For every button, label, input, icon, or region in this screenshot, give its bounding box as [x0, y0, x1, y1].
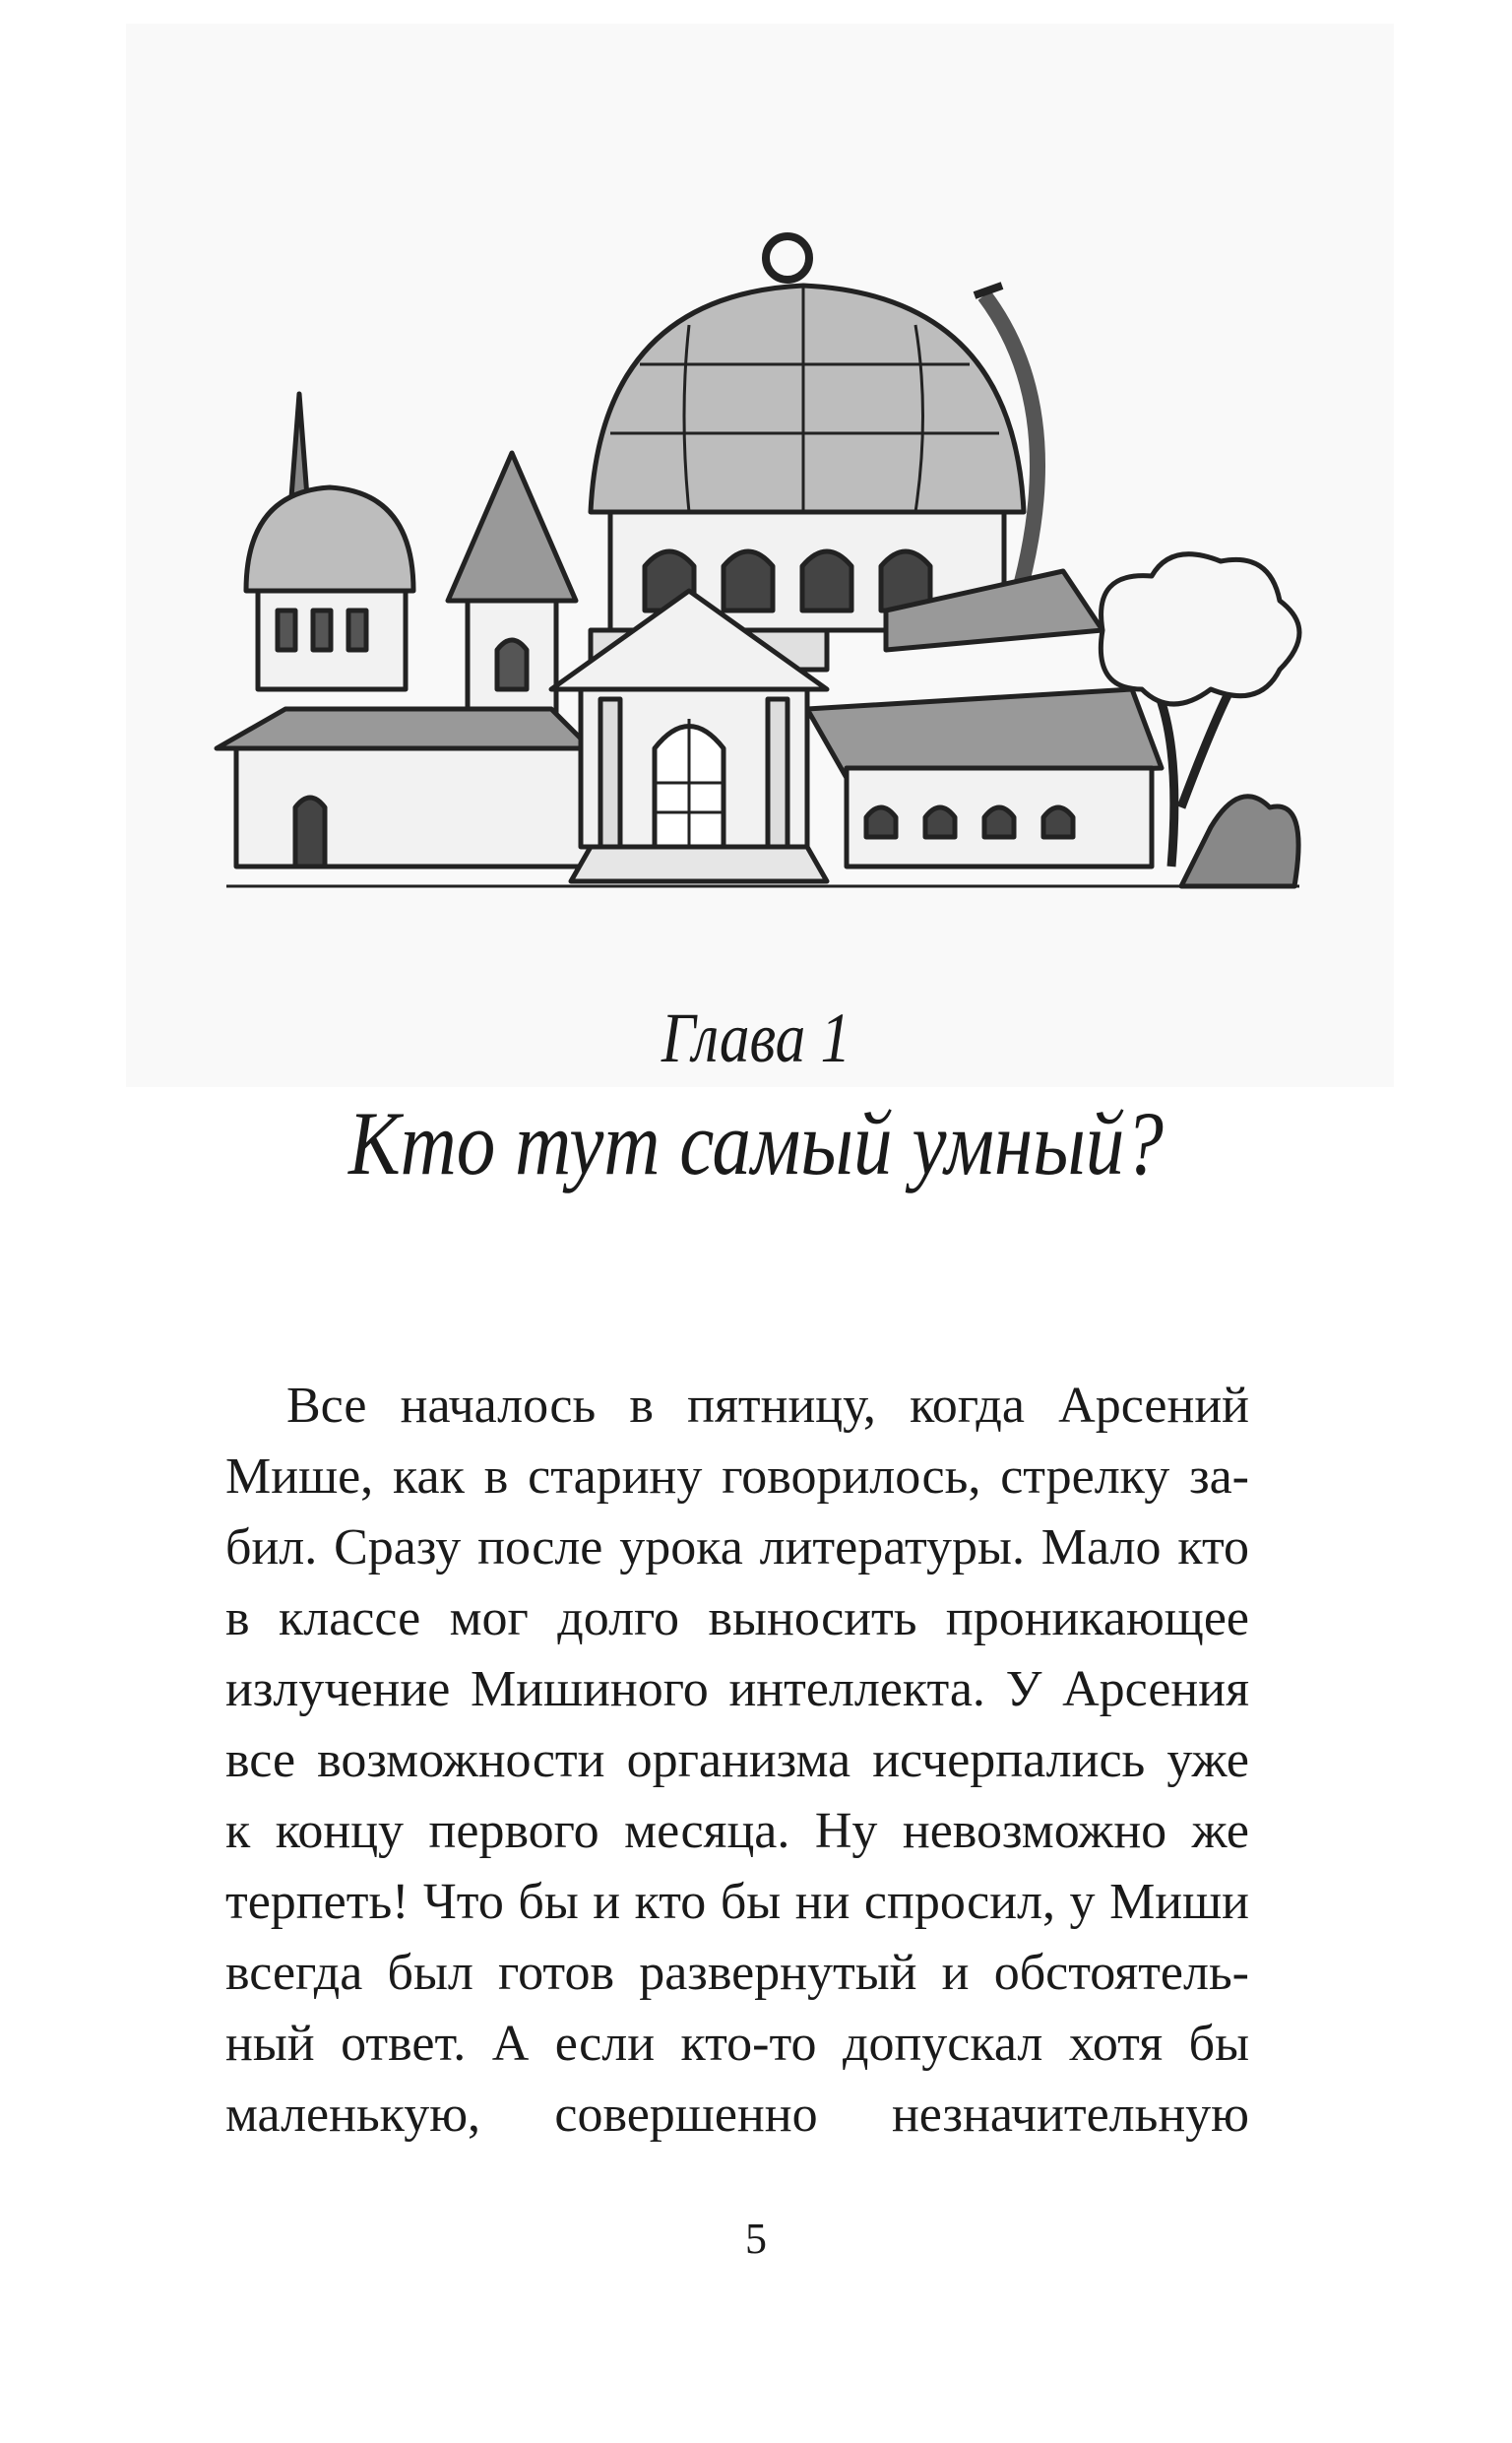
- text-line: маленькую, совершенно незначительную: [225, 2087, 1249, 2143]
- text-line: Все началось в пятницу, когда Арсений: [286, 1378, 1249, 1434]
- text-line: терпеть! Что бы и кто бы ни спросил, у Миши: [225, 1874, 1249, 1930]
- chapter-title: Кто тут самый умный?: [348, 1093, 1164, 1193]
- text-line: излучение Мишиного интеллекта. У Арсения: [225, 1661, 1249, 1717]
- body-paragraph: [225, 1371, 1249, 2151]
- text-line: ный ответ. А если кто-то допускал хотя бы: [225, 2016, 1249, 2072]
- text-line: бил. Сразу после урока литературы. Мало кто: [225, 1519, 1249, 1575]
- text-line: к концу первого месяца. Ну невозможно же: [225, 1803, 1249, 1859]
- text-line: все возможности организма исчерпались уже: [225, 1732, 1249, 1788]
- text-line: в классе мог долго выносить проникающее: [225, 1590, 1249, 1646]
- text-line: Мише, как в старину говорилось, стрелку за-: [225, 1448, 1249, 1505]
- page-number: 5: [745, 2215, 767, 2263]
- chapter-number: Глава 1: [661, 998, 851, 1077]
- text-line: всегда был готов развернутый и обстоятель-: [225, 1945, 1249, 2001]
- school-building-illustration: [0, 0, 1512, 985]
